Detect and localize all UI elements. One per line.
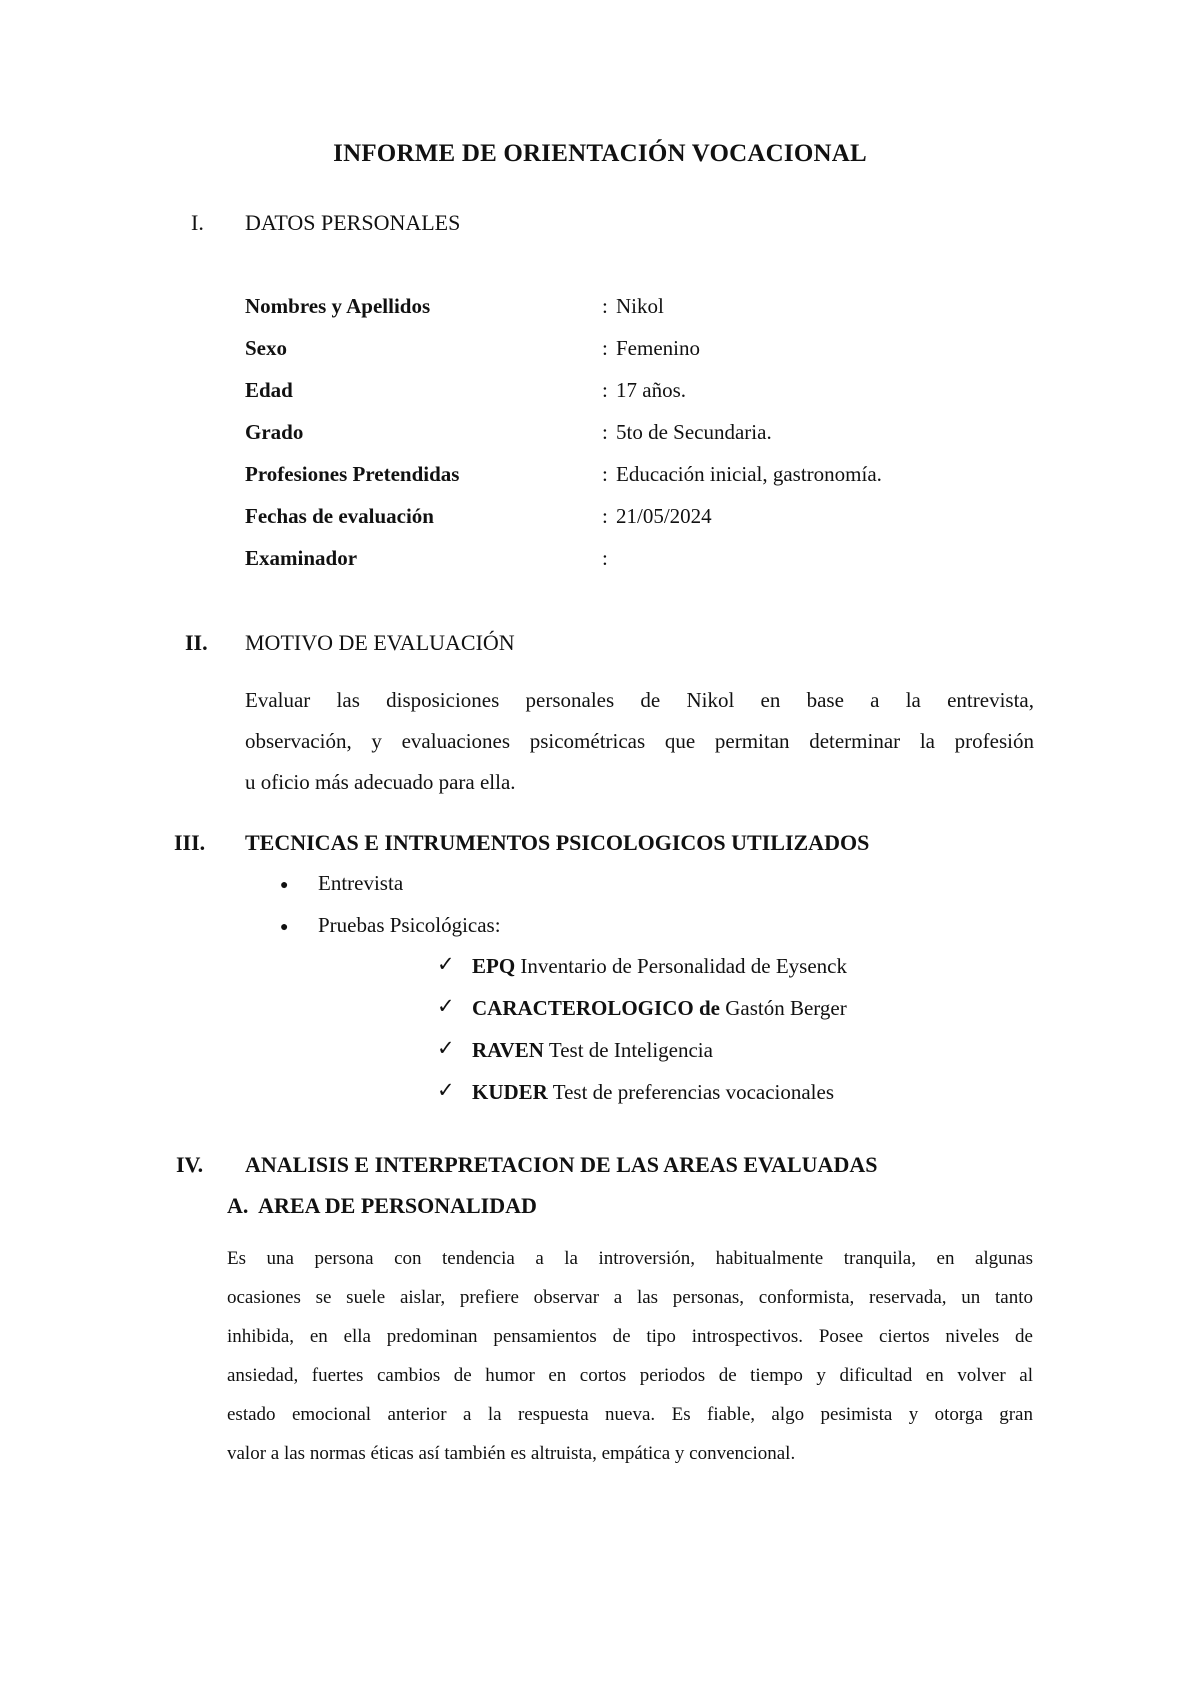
field-label: Profesiones Pretendidas: [245, 462, 460, 486]
field-colon: :: [602, 546, 608, 570]
test-name: RAVEN: [472, 1038, 544, 1062]
section-2-title: MOTIVO DE EVALUACIÓN: [245, 630, 515, 655]
personality-paragraph: [227, 1248, 1033, 1482]
section-3-number: III.: [174, 830, 206, 855]
field-colon: :: [602, 336, 608, 360]
field-colon: :: [602, 294, 608, 318]
test-item: [472, 1038, 713, 1063]
checkmark-icon: ✓: [437, 1078, 455, 1102]
bullet-icon: ●: [280, 878, 289, 893]
section-1-number: I.: [191, 210, 204, 235]
field-value: 5to de Secundaria.: [616, 420, 772, 444]
paragraph-line: valor a las normas éticas así también es altruista, empática y convencional.: [227, 1443, 796, 1464]
section-3-title: TECNICAS E INTRUMENTOS PSICOLOGICOS UTILIZADOS: [245, 830, 870, 855]
field-value: 17 años.: [616, 378, 686, 402]
list-item: Entrevista: [318, 871, 404, 895]
test-name: EPQ: [472, 954, 516, 978]
checkmark-icon: ✓: [437, 1036, 455, 1060]
checkmark-icon: ✓: [437, 952, 455, 976]
test-name: CARACTEROLOGICO de: [472, 996, 720, 1020]
section-2-number: II.: [185, 630, 208, 655]
field-label: Sexo: [245, 336, 287, 360]
field-label: Examinador: [245, 546, 358, 570]
document-title: INFORME DE ORIENTACIÓN VOCACIONAL: [333, 140, 867, 167]
checkmark-icon: ✓: [437, 994, 455, 1018]
field-colon: :: [602, 420, 608, 444]
section-1-title: DATOS PERSONALES: [245, 210, 461, 235]
test-name: KUDER: [472, 1080, 548, 1104]
section-4-number: IV.: [176, 1152, 204, 1177]
paragraph-line: u oficio más adecuado para ella.: [245, 770, 516, 794]
test-item: [472, 954, 847, 979]
subsection-title: A. AREA DE PERSONALIDAD: [227, 1193, 537, 1218]
test-description: Gastón Berger: [719, 996, 847, 1020]
paragraph-line: estado emocional anterior a la respuesta nueva. Es fiable, algo pesimista y otorga gran: [227, 1404, 1033, 1425]
paragraph-line: inhibida, en ella predominan pensamientos de tipo introspectivos. Posee ciertos niveles de: [227, 1326, 1033, 1347]
list-item: Pruebas Psicológicas:: [318, 913, 501, 937]
paragraph-line: observación, y evaluaciones psicométricas que permitan determinar la profesión: [245, 729, 1034, 753]
field-label: Fechas de evaluación: [245, 504, 434, 528]
paragraph-line: ocasiones se suele aislar, prefiere observar a las personas, conformista, reservada, un tanto: [227, 1287, 1033, 1308]
test-description: Inventario de Personalidad de Eysenck: [515, 954, 847, 978]
field-value: Nikol: [616, 294, 664, 318]
field-value: Educación inicial, gastronomía.: [616, 462, 882, 486]
field-label: Nombres y Apellidos: [245, 294, 431, 318]
field-value: 21/05/2024: [616, 504, 712, 528]
paragraph-line: ansiedad, fuertes cambios de humor en cortos periodos de tiempo y dificultad en volver al: [227, 1365, 1033, 1386]
test-item: [472, 1080, 834, 1105]
test-description: Test de Inteligencia: [543, 1038, 713, 1062]
field-value: Femenino: [616, 336, 700, 360]
field-colon: :: [602, 378, 608, 402]
evaluation-reason-paragraph: [245, 680, 1034, 803]
paragraph-line: Evaluar las disposiciones personales de Nikol en base a la entrevista,: [245, 688, 1034, 712]
field-colon: :: [602, 504, 608, 528]
field-label: Edad: [245, 378, 293, 402]
test-item: [472, 996, 847, 1021]
paragraph-line: Es una persona con tendencia a la introversión, habitualmente tranquila, en algunas: [227, 1248, 1033, 1269]
test-description: Test de preferencias vocacionales: [547, 1080, 835, 1104]
section-4-title: ANALISIS E INTERPRETACION DE LAS AREAS EVALUADAS: [245, 1152, 878, 1177]
field-label: Grado: [245, 420, 304, 444]
field-colon: :: [602, 462, 608, 486]
bullet-icon: ●: [280, 920, 289, 935]
